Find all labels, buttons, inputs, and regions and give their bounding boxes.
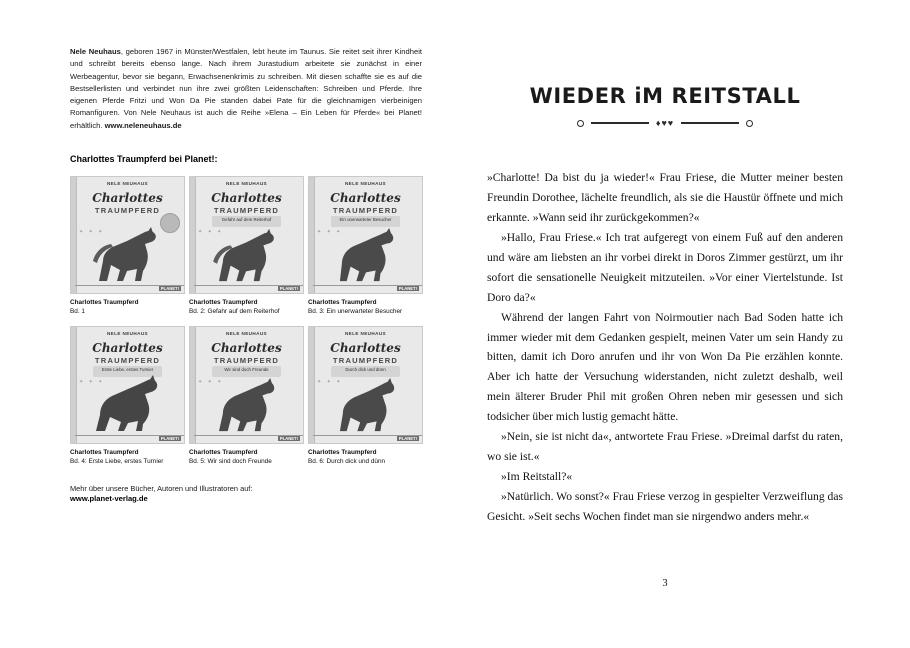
ornament-dot-right (746, 120, 753, 127)
cover-title: Charlottes (330, 191, 401, 206)
author-website-link[interactable]: www.neleneuhaus.de (104, 120, 182, 130)
paragraph: »Nein, sie ist nicht da«, antwortete Frau Friese. »Dreimal darfst du raten, wo sie ist.« (487, 430, 843, 464)
book-subtitle: Bd. 4: Erste Liebe, erstes Turnier (70, 458, 164, 465)
list-item[interactable] (189, 176, 302, 316)
cover-band-text: Wir sind doch Freunde (212, 366, 281, 377)
cover-band-text: Gefahr auf dem Reiterhof (212, 216, 281, 227)
ornament-line-left (591, 122, 649, 124)
cover-stars-decoration: ✦ ✦ ✦ (198, 229, 224, 236)
cover-subtitle: TRAUMPFERD (332, 206, 399, 216)
page-number: 3 (662, 578, 668, 589)
book-title: Charlottes Traumpferd (70, 449, 139, 457)
book-cover-image (189, 176, 304, 294)
paragraph: »Hallo, Frau Friese.« Ich trat aufgeregt von einem Fuß auf den anderen und wäre am liebsten an ihr vorbei direkt in Doros Zimmer gestürzt, um ihr sofort die sensationelle Neuigkeit mitzuteilen. »Vor einer Viertelstunde. Ist Doro da?« (487, 230, 843, 304)
cover-author-label: NELE NEUHAUS (225, 331, 268, 337)
cover-author-label: NELE NEUHAUS (344, 331, 387, 337)
cover-author-label: NELE NEUHAUS (225, 181, 268, 187)
cover-author-label: NELE NEUHAUS (106, 331, 149, 337)
cover-author-label: NELE NEUHAUS (344, 181, 387, 187)
list-item[interactable] (308, 326, 421, 466)
horse-illustration (208, 227, 286, 283)
cover-stars-decoration: ✦ ✦ ✦ (317, 379, 343, 386)
cover-stars-decoration: ✦ ✦ ✦ (79, 379, 105, 386)
list-item[interactable] (70, 326, 183, 466)
horse-illustration (327, 377, 405, 433)
book-title: Charlottes Traumpferd (70, 299, 139, 307)
hearts-icon: ♦♥♥ (655, 118, 675, 128)
cover-title: Charlottes (211, 191, 282, 206)
book-title: Charlottes Traumpferd (308, 449, 377, 457)
cover-band-text: Ein unerwarteter Besucher (331, 216, 400, 227)
author-bio (70, 46, 422, 132)
horse-illustration (327, 227, 405, 283)
publisher-note: Mehr über unsere Bücher, Autoren und Illustratoren auf: (70, 483, 253, 493)
paragraph: »Natürlich. Wo sonst?« Frau Friese verzog in gespielter Verzweiflung das Gesicht. »Seit sechs Wochen findet man sie nirgendwo anders mehr.« (487, 490, 843, 523)
author-bio-text: , geboren 1967 in Münster/Westfalen, lebt heute im Taunus. Sie reitet seit ihrer Kindheit und schreibt bereits ebenso lange. Nach ihrem Jurastudium arbeitete sie zunächst in einer Werbeagentur, bevor sie begann, Erwachsenenkrimis zu schreiben. Mit diesen schaffte sie es auf die Bestsellerlisten und verbindet nun ihre zwei größten Leidenschaften: Schreiben und Pferde. Ihre eigenen Pferde Fritzi und Won Da Pie standen dabei Pate für die gleichnamigen vierbeinigen Romanfiguren. Von Nele Neuhaus ist auch die Reihe »Elena – Ein Leben für Pferde« bei Planet! erhältlich. (70, 47, 422, 130)
cover-title: Charlottes (330, 341, 401, 356)
book-subtitle: Bd. 1 (70, 307, 85, 315)
cover-stars-decoration: ✦ ✦ ✦ (317, 229, 343, 236)
cover-band-text: Durch dick und dünn (331, 366, 400, 377)
publisher-logo: PLANET! (279, 286, 298, 292)
book-list (70, 176, 422, 467)
cover-stars-decoration: ✦ ✦ ✦ (79, 229, 105, 236)
book-cover-image (70, 326, 185, 444)
publisher-website-link[interactable]: www.planet-verlag.de (70, 494, 148, 504)
publisher-logo: PLANET! (160, 436, 179, 442)
publisher-logo: PLANET! (398, 286, 417, 292)
cover-stars-decoration: ✦ ✦ ✦ (198, 379, 224, 386)
cover-subtitle: TRAUMPFERD (94, 206, 161, 216)
paragraph: Während der langen Fahrt von Noirmoutier nach Bad Soden hatte ich immer wieder mit dem Gedanken gespielt, meinen Vater um sein Handy zu bitten, damit ich Doro anrufen und ihr von Won Da Pie erzählen konnte. Aber ich hatte der Versuchung widerstanden, nicht zuletzt deshalb, weil mein älterer Bruder Phil mit großen Ohren neben mir gesessen und sich todsicher über mich lustig gemacht hätte. (487, 310, 843, 424)
book-cover-image (308, 176, 423, 294)
cover-author-label: NELE NEUHAUS (106, 181, 149, 187)
chapter-body (487, 168, 843, 527)
book-subtitle: Bd. 5: Wir sind doch Freunde (189, 458, 272, 465)
book-subtitle: Bd. 6: Durch dick und dünn (308, 458, 386, 465)
list-item[interactable] (308, 176, 421, 316)
paragraph: »Charlotte! Da bist du ja wieder!« Frau Friese, die Mutter meiner besten Freundin Dorothee, lächelte freundlich, als sie die Haustür öffnete und mich erkannte. »Wann seid ihr zurückgekommen?« (487, 171, 843, 224)
horse-illustration (208, 377, 286, 433)
cover-subtitle: TRAUMPFERD (94, 356, 161, 366)
cover-band-text: Erste Liebe, erstes Turnier (93, 366, 162, 377)
book-cover-image (70, 176, 185, 294)
list-item[interactable] (70, 176, 183, 316)
cover-subtitle: TRAUMPFERD (213, 206, 280, 216)
author-name: Nele Neuhaus (70, 47, 121, 56)
chapter-title: WIEDER iM REITSTALL (529, 84, 801, 108)
publisher-logo: PLANET! (398, 436, 417, 442)
book-title: Charlottes Traumpferd (189, 449, 258, 457)
left-page (70, 46, 422, 503)
series-heading: Charlottes Traumpferd bei Planet!: (70, 154, 218, 165)
book-cover-image (189, 326, 304, 444)
book-title: Charlottes Traumpferd (189, 299, 258, 307)
horse-illustration (88, 375, 168, 433)
horse-illustration (89, 225, 167, 283)
paragraph: »Im Reitstall?« (501, 470, 573, 484)
ornament-line-right (681, 122, 739, 124)
list-item[interactable] (189, 326, 302, 466)
cover-title: Charlottes (92, 191, 163, 206)
book-cover-image (308, 326, 423, 444)
book-subtitle: Bd. 3: Ein unerwarteter Besucher (308, 307, 403, 315)
publisher-logo: PLANET! (160, 286, 179, 292)
chapter-ornament (487, 118, 843, 128)
book-subtitle: Bd. 2: Gefahr auf dem Reiterhof (189, 307, 280, 315)
cover-subtitle: TRAUMPFERD (332, 356, 399, 366)
cover-title: Charlottes (92, 341, 163, 356)
publisher-logo: PLANET! (279, 436, 298, 442)
ornament-dot-left (577, 120, 584, 127)
right-page (487, 84, 843, 527)
chapter-header (487, 84, 843, 128)
book-title: Charlottes Traumpferd (308, 299, 377, 307)
cover-subtitle: TRAUMPFERD (213, 356, 280, 366)
cover-title: Charlottes (211, 341, 282, 356)
